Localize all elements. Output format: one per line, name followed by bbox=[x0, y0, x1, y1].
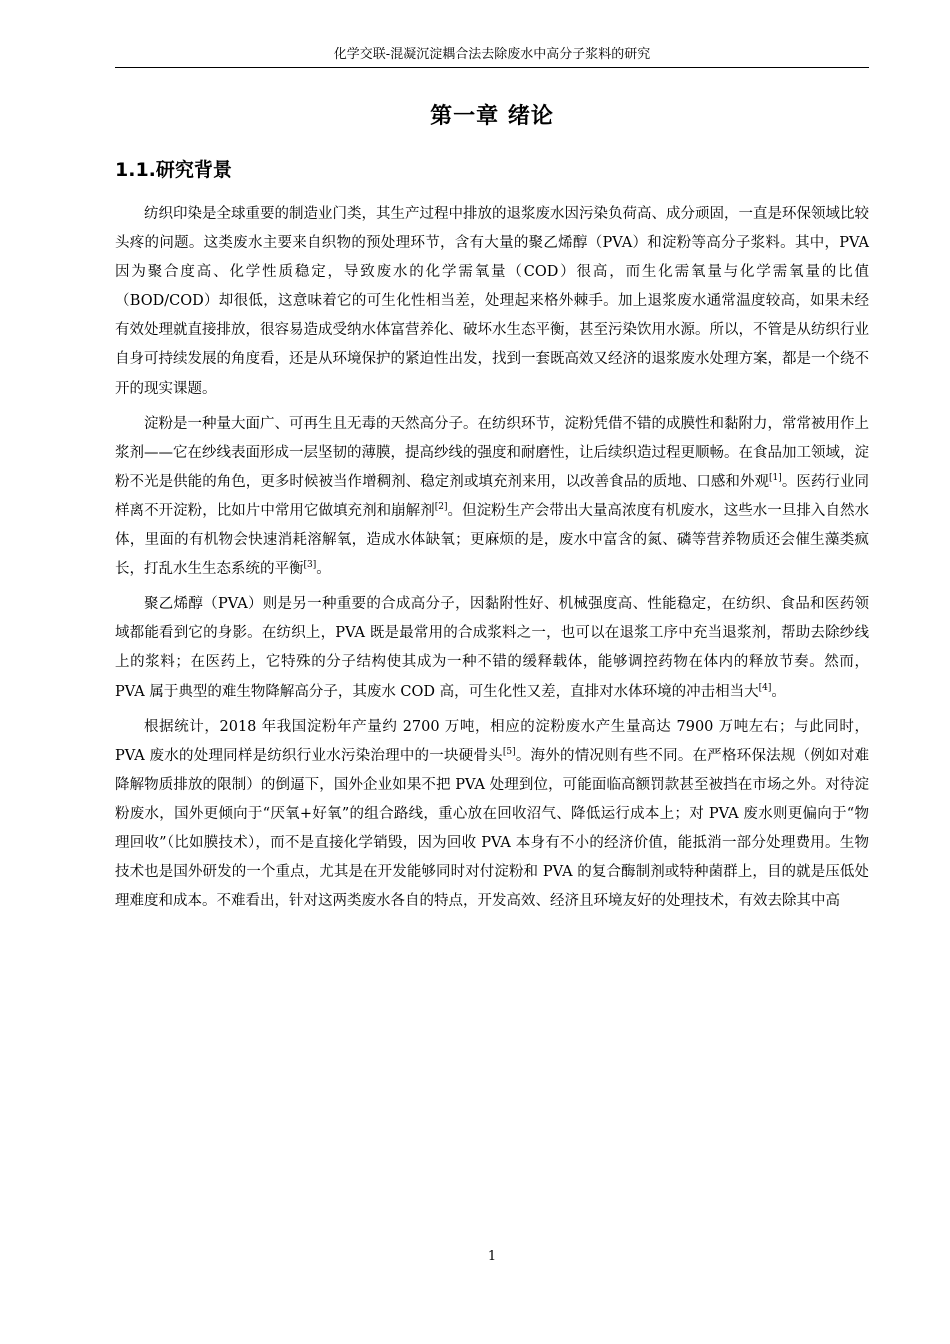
paragraph-text: 。 bbox=[771, 683, 786, 700]
paragraph-text: 淀粉是一种量大面广、可再生且无毒的天然高分子。在纺织环节，淀粉凭借不错的成膜性和黏附力，常常被用作上浆剂——它在纱线表面形成一层坚韧的薄膜，提高纱线的强度和耐磨性，让后续织造过程更顺畅。在食品加工领域，淀粉不光是供能的角色，更多时候被当作增稠剂、稳定剂或填充剂来用，以改善食品的质地、口感和外观 bbox=[115, 415, 869, 490]
paragraph bbox=[115, 410, 869, 585]
chapter-title: 第一章 绪论 bbox=[430, 104, 554, 129]
section-title: 1.1.研究背景 bbox=[115, 159, 232, 181]
citation-marker: [1] bbox=[769, 473, 782, 484]
paragraph-text: 。 bbox=[316, 561, 331, 578]
citation-marker: [5] bbox=[502, 746, 516, 757]
paragraph-text: 聚乙烯醇（PVA）则是另一种重要的合成高分子，因黏附性好、机械强度高、性能稳定，在纺织、食品和医药领域都能看到它的身影。在纺织上，PVA 既是最常用的合成浆料之一，也可以在退浆工序中充当退浆剂，帮助去除纱线上的浆料；在医药上，它特殊的分子结构使其成为一种不错的缓释载体，能够调控药物在体内的释放节奏。然而，PVA 属于典型的难生物降解高分子，其废水 COD 高，可生化性又差，直排对水体环境的冲击相当大 bbox=[115, 596, 869, 700]
paragraph bbox=[115, 200, 869, 404]
page-number: 1 bbox=[487, 1249, 497, 1264]
running-header: 化学交联-混凝沉淀耦合法去除废水中高分子浆料的研究 bbox=[333, 47, 651, 62]
header-rule bbox=[115, 67, 869, 68]
paragraph-text: 纺织印染是全球重要的制造业门类，其生产过程中排放的退浆废水因污染负荷高、成分顽固，一直是环保领域比较头疼的问题。这类废水主要来自织物的预处理环节，含有大量的聚乙烯醇（PVA）和淀粉等高分子浆料。其中，PVA 因为聚合度高、化学性质稳定，导致废水的化学需氧量（COD）很高，而生化需氧量与化学需氧量的比值（BOD/COD）却很低，这意味着它的可生化性相当差，处理起来格外棘手。加上退浆废水通常温度较高，如果未经有效处理就直接排放，很容易造成受纳水体富营养化、破坏水生态平衡，甚至污染饮用水源。所以，不管是从纺织行业自身可持续发展的角度看，还是从环境保护的紧迫性出发，找到一套既高效又经济的退浆废水处理方案，都是一个绕不开的现实课题。 bbox=[115, 206, 869, 397]
paragraph-text: 。医药行业同样离不开淀粉，比如片中常用它做填充剂和崩解剂 bbox=[115, 473, 870, 519]
citation-marker: [3] bbox=[303, 560, 317, 571]
body-text bbox=[115, 200, 869, 922]
citation-marker: [4] bbox=[758, 682, 772, 693]
paragraph-text: 。海外的情况则有些不同。在严格环保法规（例如对难降解物质排放的限制）的倒逼下，国外企业如果不把 PVA 处理到位，可能面临高额罚款甚至被挡在市场之外。对待淀粉废水，国外更倾向于“厌氧+好氧”的组合路线，重心放在回收沼气、降低运行成本上；对 PVA 废水则更偏向于“物理回收”（比如膜技术），而不是直接化学销毁，因为回收 PVA 本身有不小的经济价值，能抵消一部分处理费用。生物技术也是国外研发的一个重点，尤其是在开发能够同时对付淀粉和 PVA 的复合酶制剂或特种菌群上，目的就是压低处理难度和成本。不难看出，针对这两类废水各自的特点，开发高效、经济且环境友好的处理技术，有效去除其中高 bbox=[115, 747, 870, 910]
paragraph-text: 根据统计，2018 年我国淀粉年产量约 2700 万吨，相应的淀粉废水产生量高达 7900 万吨左右；与此同时，PVA 废水的处理同样是纺织行业水污染治理中的一块硬骨头 bbox=[115, 718, 869, 764]
paragraph-text: 。但淀粉生产会带出大量高浓度有机废水，这些水一旦排入自然水体，里面的有机物会快速消耗溶解氧，造成水体缺氧；更麻烦的是，废水中富含的氮、磷等营养物质还会催生藻类疯长，打乱水生生态系统的平衡 bbox=[115, 502, 870, 578]
paragraph bbox=[115, 590, 869, 706]
paragraph bbox=[115, 713, 869, 917]
citation-marker: [2] bbox=[434, 502, 448, 513]
